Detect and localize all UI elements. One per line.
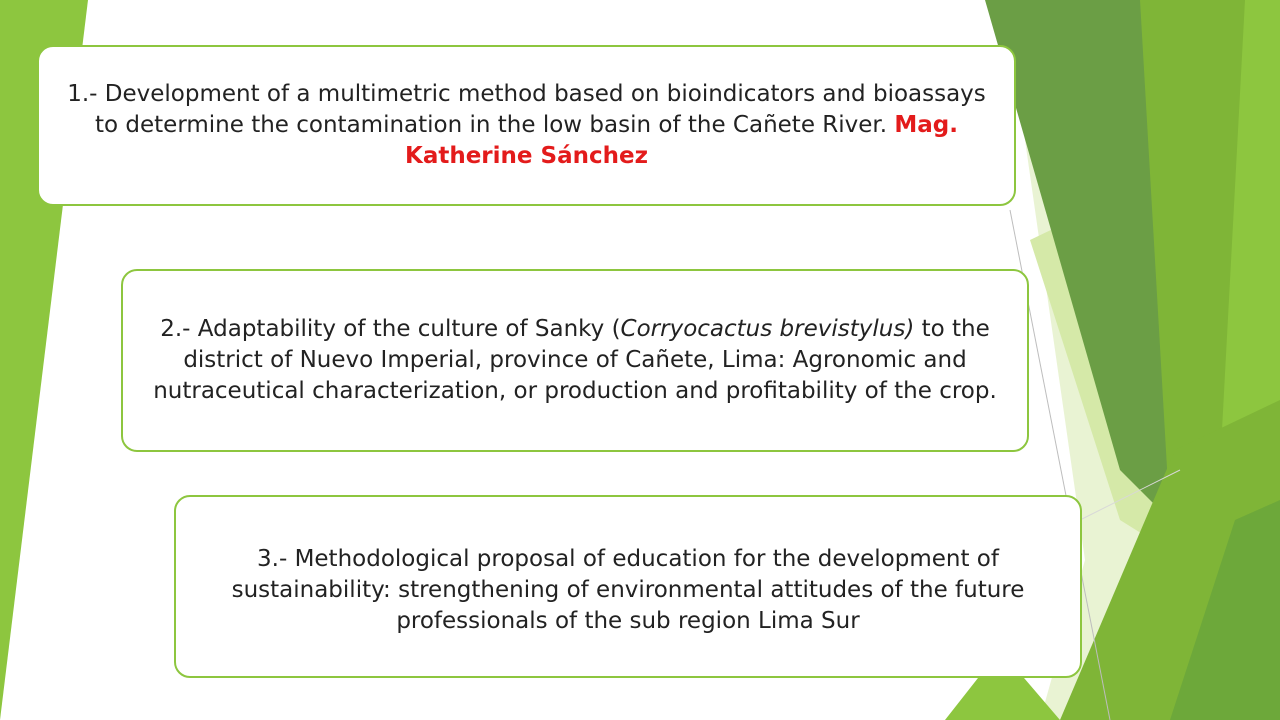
topic-2-title-start: Adaptability of the culture of Sanky ( <box>197 316 621 342</box>
topic-2-title-end: to the district of Nuevo Imperial, province of Cañete, Lima: Agronomic and nutraceutical characterization, or production and profitability of the crop. <box>153 316 997 404</box>
topic-1-text <box>65 79 988 172</box>
topic-card-3 <box>174 495 1082 678</box>
topic-1-title: Development of a multimetric method based on bioindicators and bioassays to determine the contamination in the low basin of the Cañete River. <box>95 81 986 138</box>
topic-card-1 <box>37 45 1016 206</box>
topic-2-text <box>149 314 1001 407</box>
topic-2-scientific-name: Corryocactus brevistylus) <box>620 316 915 342</box>
topic-3-text <box>202 544 1054 637</box>
topic-1-author: Mag. Katherine Sánchez <box>405 112 958 169</box>
topic-1-prefix: 1.- <box>67 81 105 107</box>
topic-3-title: Methodological proposal of education for the development of sustainability: strengthening of environmental attitudes of the future professionals of the sub region Lima Sur <box>231 546 1025 634</box>
topic-3-prefix: 3.- <box>257 546 295 572</box>
topic-card-2 <box>121 269 1029 452</box>
topic-2-prefix: 2.- <box>160 316 198 342</box>
